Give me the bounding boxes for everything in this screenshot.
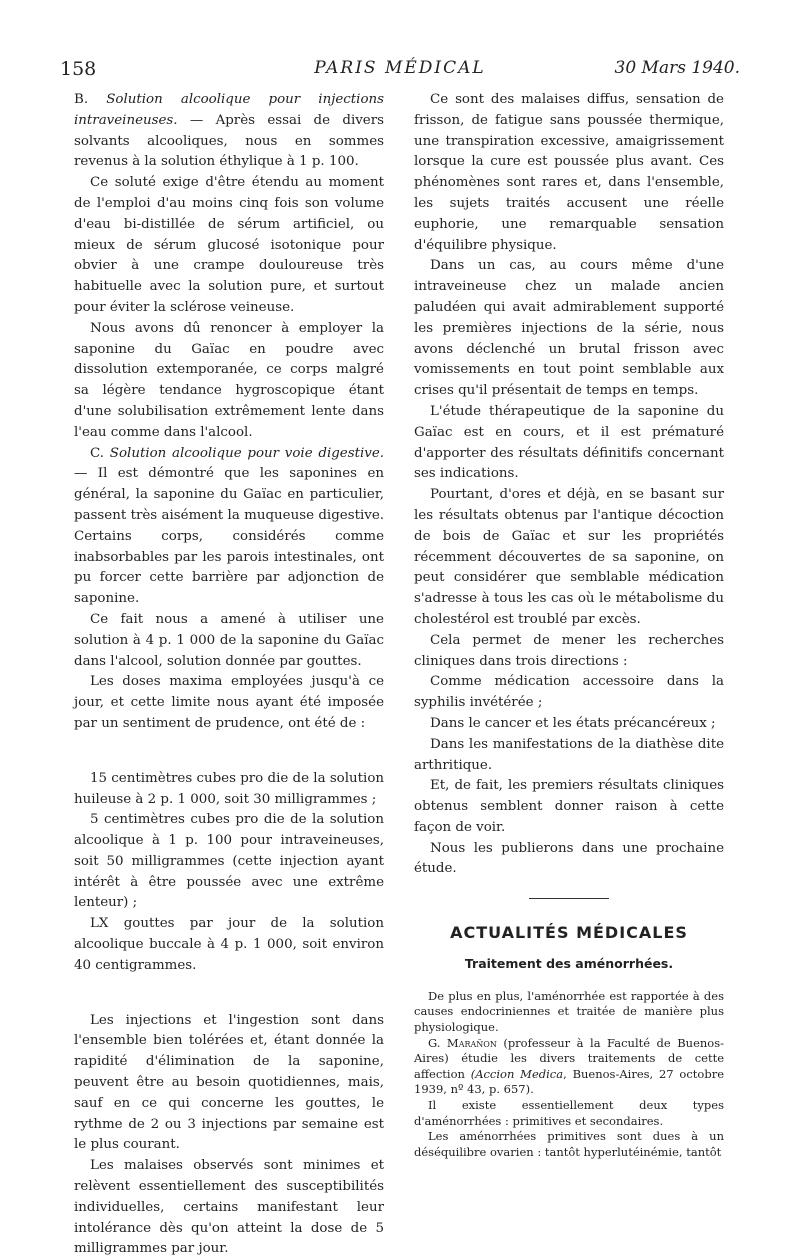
paragraph: Dans un cas, au cours même d'une intraveineuse chez un malade ancien paludéen qui avait admirablement supporté les premières injections de la série, nous avons déclenché un brutal frisson avec vomissements en tout point semblable aux crises qu'il présentait de temps en temps. bbox=[414, 258, 724, 399]
issue-date: 30 Mars 1940. bbox=[614, 58, 740, 78]
paragraph: Dans les manifestations de la diathèse dite arthritique. bbox=[414, 736, 724, 773]
citation-text: , Buenos-Aires, 27 octobre 1939, nº 43, p. 657). bbox=[414, 1066, 724, 1097]
section-c bbox=[74, 444, 384, 610]
author-text: (professeur à la Faculté de Buenos-Aires) étudie les divers traitements de cette affection bbox=[414, 1035, 725, 1081]
paragraph: Cela permet de mener les recherches cliniques dans trois directions : bbox=[414, 632, 724, 669]
paragraph: Nous avons dû renoncer à employer la saponine du Gaïac en poudre avec dissolution extemporanée, ce corps malgré sa légère tendance hygroscopique étant d'une solubilisation extrêmement lente dans l'eau comme dans l'alcool. bbox=[74, 320, 384, 440]
paragraph: De plus en plus, l'aménorrhée est rapportée à des causes endocriniennes et traitée de manière plus physiologique. bbox=[414, 988, 724, 1035]
paragraph: Pourtant, d'ores et déjà, en se basant sur les résultats obtenus par l'antique décoction de bois de Gaïac et sur les propriétés récemment découvertes de sa saponine, on peut considérer que semblable médication s'adresse à tous les cas où le métabolisme du cholestérol est troublé par excès. bbox=[414, 487, 724, 627]
paragraph: Comme médication accessoire dans la syphilis invétérée ; bbox=[414, 674, 724, 711]
paragraph: Dans le cancer et les états précancéreux ; bbox=[430, 715, 716, 731]
section-heading: ACTUALITÉS MÉDICALES bbox=[450, 923, 688, 943]
author-name: G. Marañon bbox=[428, 1035, 497, 1050]
dose-item: LX gouttes par jour de la solution alcoolique buccale à 4 p. 1 000, soit environ 40 centigrammes. bbox=[74, 916, 384, 973]
dose-item: 15 centimètres cubes pro die de la solution huileuse à 2 p. 1 000, soit 30 milligrammes ; bbox=[74, 770, 385, 807]
paragraph: Les aménorrhées primitives sont dues à un déséquilibre ovarien : tantôt hyperlutéinémie, tantôt bbox=[414, 1129, 724, 1159]
paragraph: Il existe essentiellement deux types d'aménorrhées : primitives et secondaires. bbox=[414, 1098, 724, 1128]
article-subheading: Traitement des aménorrhées. bbox=[464, 956, 674, 972]
paragraph: Ce sont des malaises diffus, sensation de frisson, de fatigue sans poussée thermique, une transpiration excessive, amaigrissement lorsque la cure est poussée plus avant. Ces phénomènes sont rares et, dans l'ensemble, les sujets traités accusent une réelle euphorie, une remarquable sensation d'équilibre physique. bbox=[414, 92, 724, 253]
page-header bbox=[60, 58, 740, 84]
paragraph: Les malaises observés sont minimes et relèvent essentiellement des susceptibilités individuelles, certains manifestant leur intolérance dès qu'on atteint la dose de 5 milligrammes par jour. bbox=[74, 1158, 384, 1257]
paragraph: Les injections et l'ingestion sont dans l'ensemble bien tolérées et, étant donnée la rapidité d'élimination de la saponine, peuvent être au besoin quotidiennes, mais, sauf en ce qui concerne les gouttes, le rythme de 2 ou 3 injections par semaine est le plus courant. bbox=[74, 1012, 384, 1153]
section-b bbox=[74, 90, 384, 173]
section-c-label: C. bbox=[90, 445, 105, 461]
spacer bbox=[74, 735, 384, 769]
paragraph: Ce fait nous a amené à utiliser une solution à 4 p. 1 000 de la saponine du Gaïac dans l'alcool, solution donnée par gouttes. bbox=[74, 611, 384, 669]
paragraph bbox=[414, 1036, 724, 1098]
section-divider bbox=[529, 898, 609, 899]
paragraph: Et, de fait, les premiers résultats cliniques obtenus semblent donner raison à cette façon de voir. bbox=[414, 778, 724, 835]
article-body bbox=[414, 989, 724, 1161]
paragraph: L'étude thérapeutique de la saponine du Gaïac est en cours, et il est prématuré d'apporter des résultats définitifs concernant ses indications. bbox=[414, 403, 724, 482]
journal-title: (Accion Medica bbox=[470, 1066, 564, 1081]
dose-item: 5 centimètres cubes pro die de la solution alcoolique à 1 p. 100 pour intraveineuses, soit 50 milligrammes (cette injection ayant intérêt à être poussée avec une extrême lenteur) ; bbox=[74, 812, 384, 911]
paragraph: Les doses maxima employées jusqu'à ce jour, et cette limite nous ayant été imposée par un sentiment de prudence, ont été de : bbox=[74, 674, 384, 731]
page-number: 158 bbox=[60, 58, 97, 80]
right-column bbox=[414, 90, 724, 1160]
section-b-label: B. bbox=[74, 92, 89, 107]
paragraph: Ce soluté exige d'être étendu au moment de l'emploi d'au moins cinq fois son volume d'eau bi-distillée de sérum artificiel, ou mieux de sérum glucosé isotonique pour obvier à une crampe douloureuse très habituelle avec la solution pure, et surtout pour éviter la sclérose veineuse. bbox=[74, 175, 384, 315]
section-b-text: — Après essai de divers solvants alcooliques, nous en sommes revenus à la solution éthylique à 1 p. 100. bbox=[74, 112, 384, 170]
paragraph: Nous les publierons dans une prochaine étude. bbox=[414, 840, 724, 877]
left-column bbox=[74, 90, 384, 1260]
section-b-title: Solution alcoolique pour injections intraveineuses. bbox=[74, 92, 385, 128]
spacer bbox=[74, 977, 384, 1011]
section-c-text: — Il est démontré que les saponines en général, la saponine du Gaïac en particulier, passent très aisément la muqueuse digestive. Certains corps, considérés comme inabsorbables par les parois intestinales, ont pu forcer cette barrière par adjonction de saponine. bbox=[74, 466, 384, 607]
running-title: PARIS MÉDICAL bbox=[314, 58, 486, 78]
section-c-title: Solution alcoolique pour voie digestive. bbox=[109, 445, 385, 461]
